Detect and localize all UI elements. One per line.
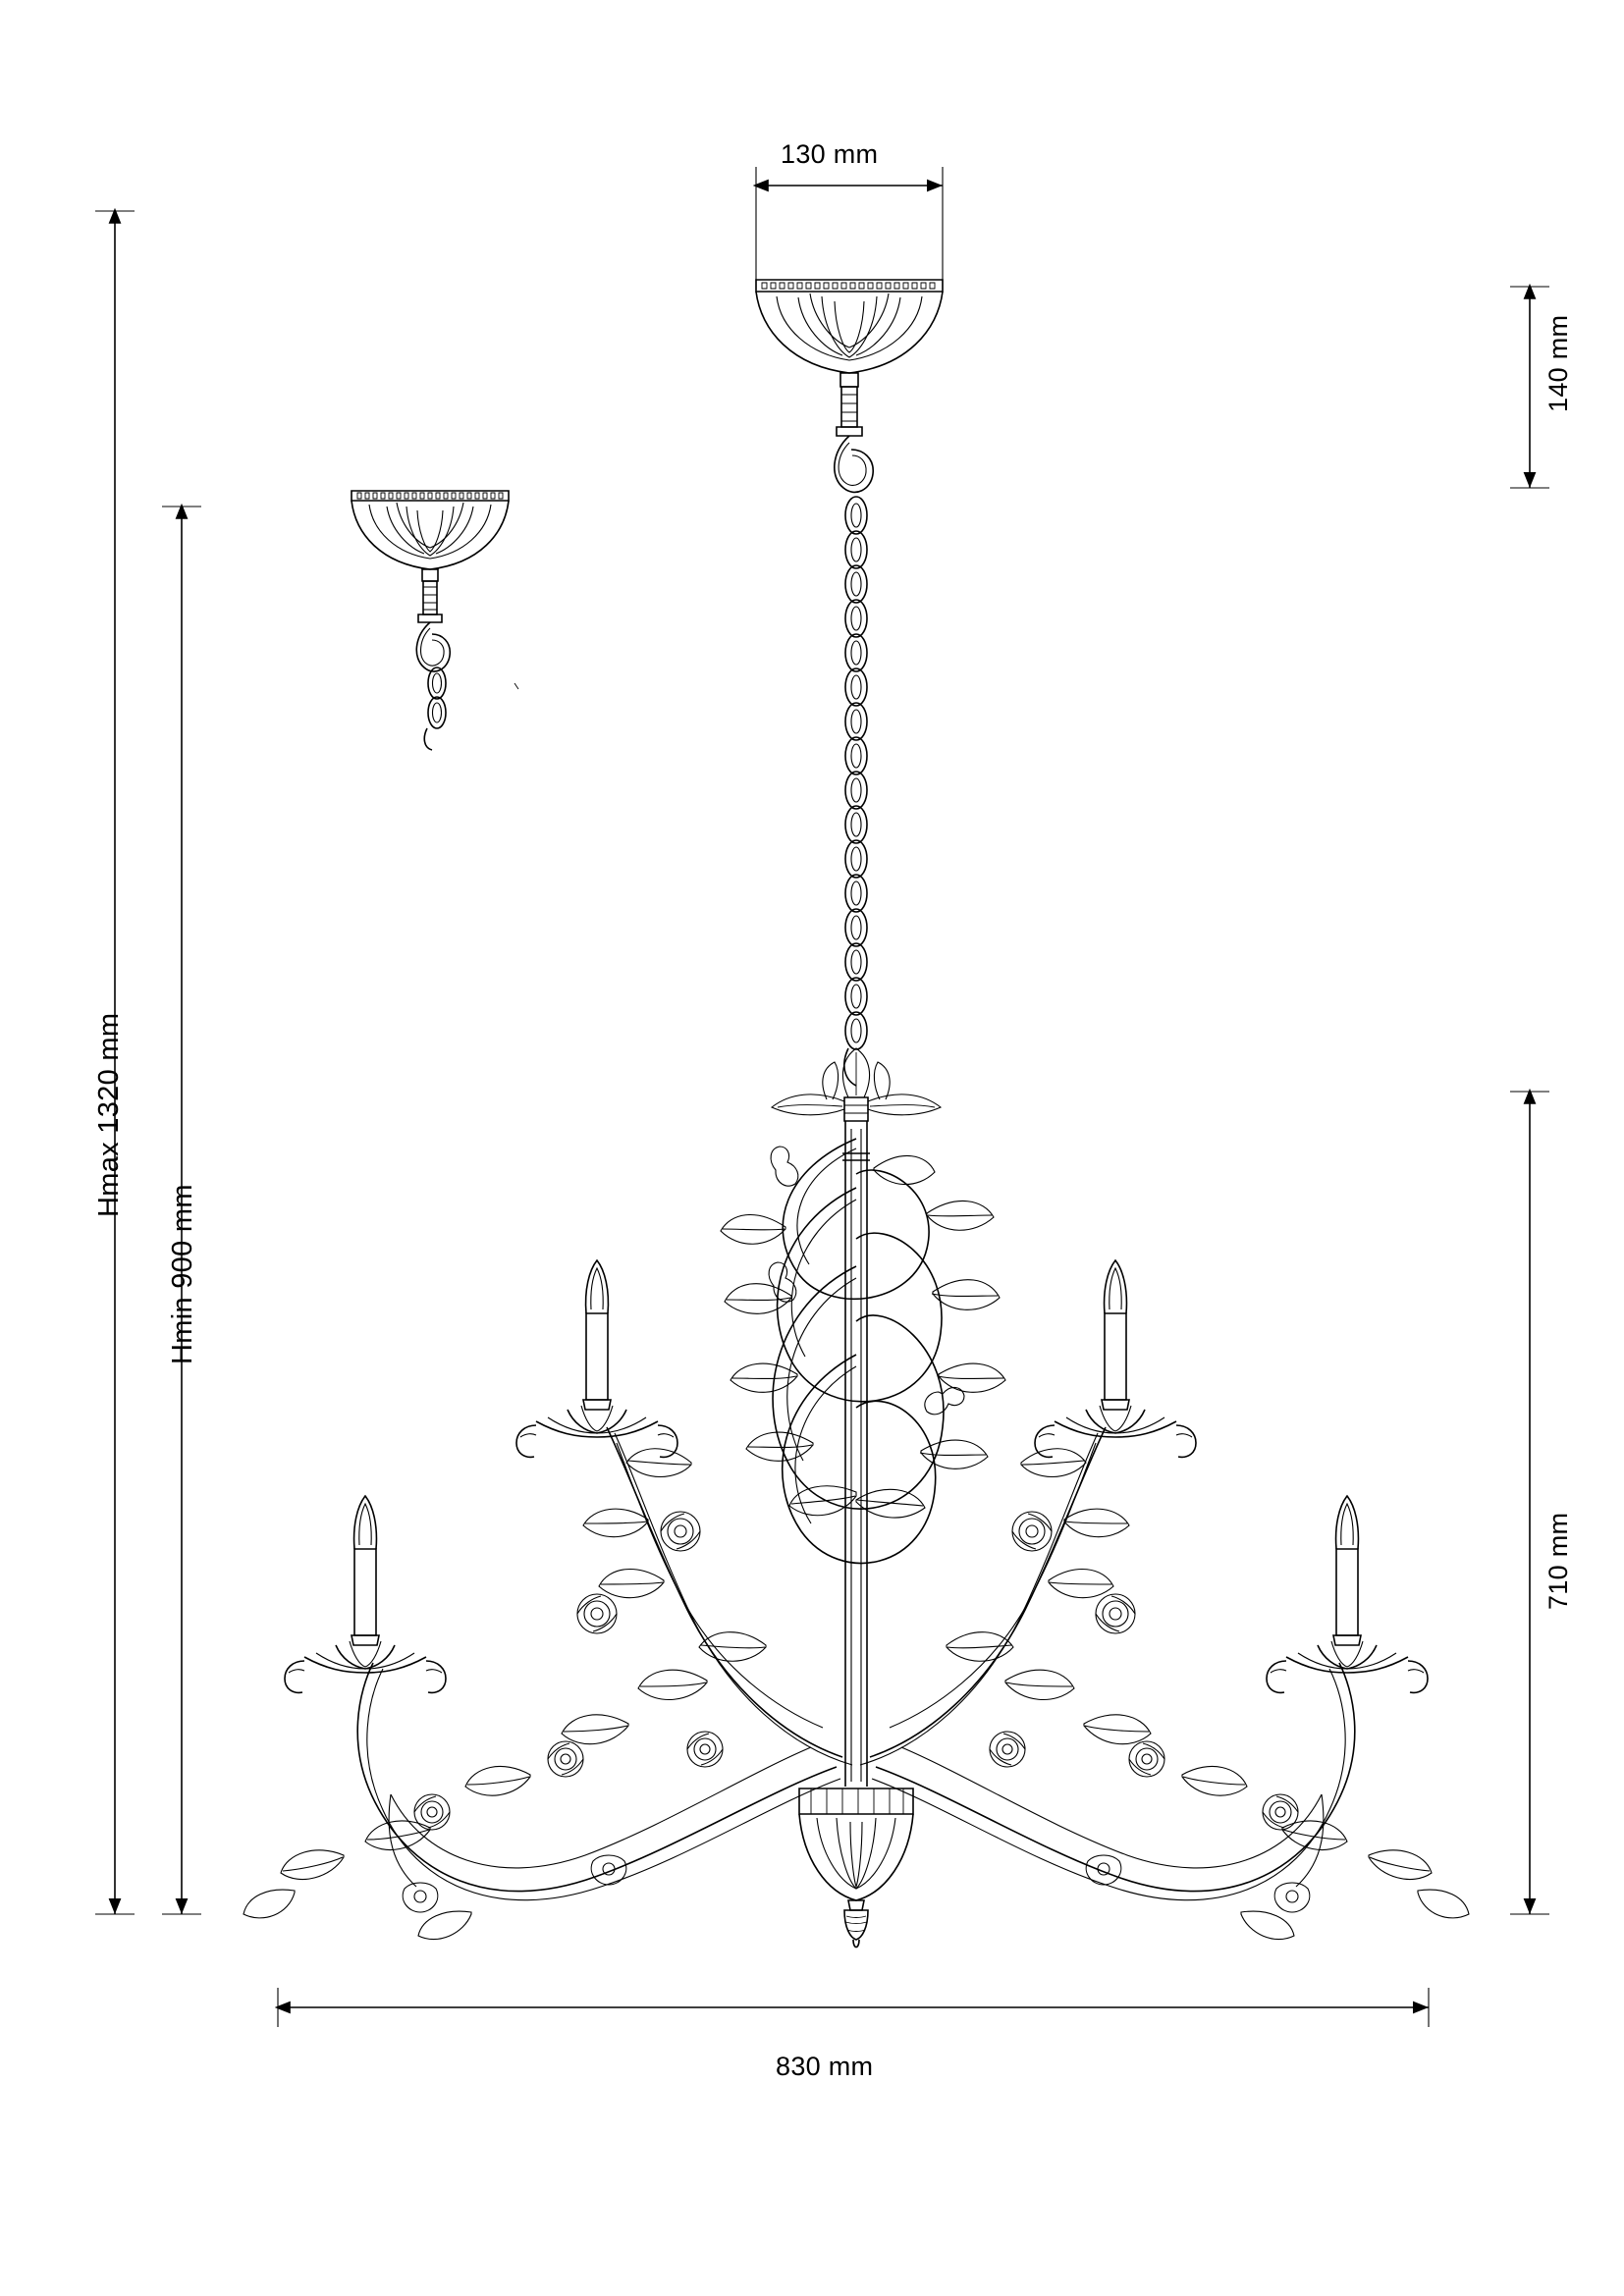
bottom-collar <box>799 1789 913 1948</box>
dimension-label-min-height: Hmin 900 mm <box>167 1184 198 1364</box>
suspension-chain <box>844 497 867 1086</box>
central-body-leaves <box>721 1156 1005 1519</box>
arm-upper-right <box>860 1260 1196 1765</box>
canopy-stem <box>835 373 873 492</box>
central-column <box>842 1121 870 1787</box>
dimension-label-max-height: Hmax 1320 mm <box>93 1012 125 1217</box>
dimension-label-canopy-width: 130 mm <box>781 139 879 169</box>
body-crown <box>772 1048 941 1121</box>
dimension-label-overall-width: 830 mm <box>776 2052 874 2081</box>
arm-vines <box>391 1443 1322 1868</box>
dimension-label-body-height: 710 mm <box>1543 1512 1573 1610</box>
dimension-label-canopy-chain-height: 140 mm <box>1543 314 1573 412</box>
ceiling-canopy <box>756 280 943 373</box>
arm-flowers <box>403 1512 1310 1912</box>
